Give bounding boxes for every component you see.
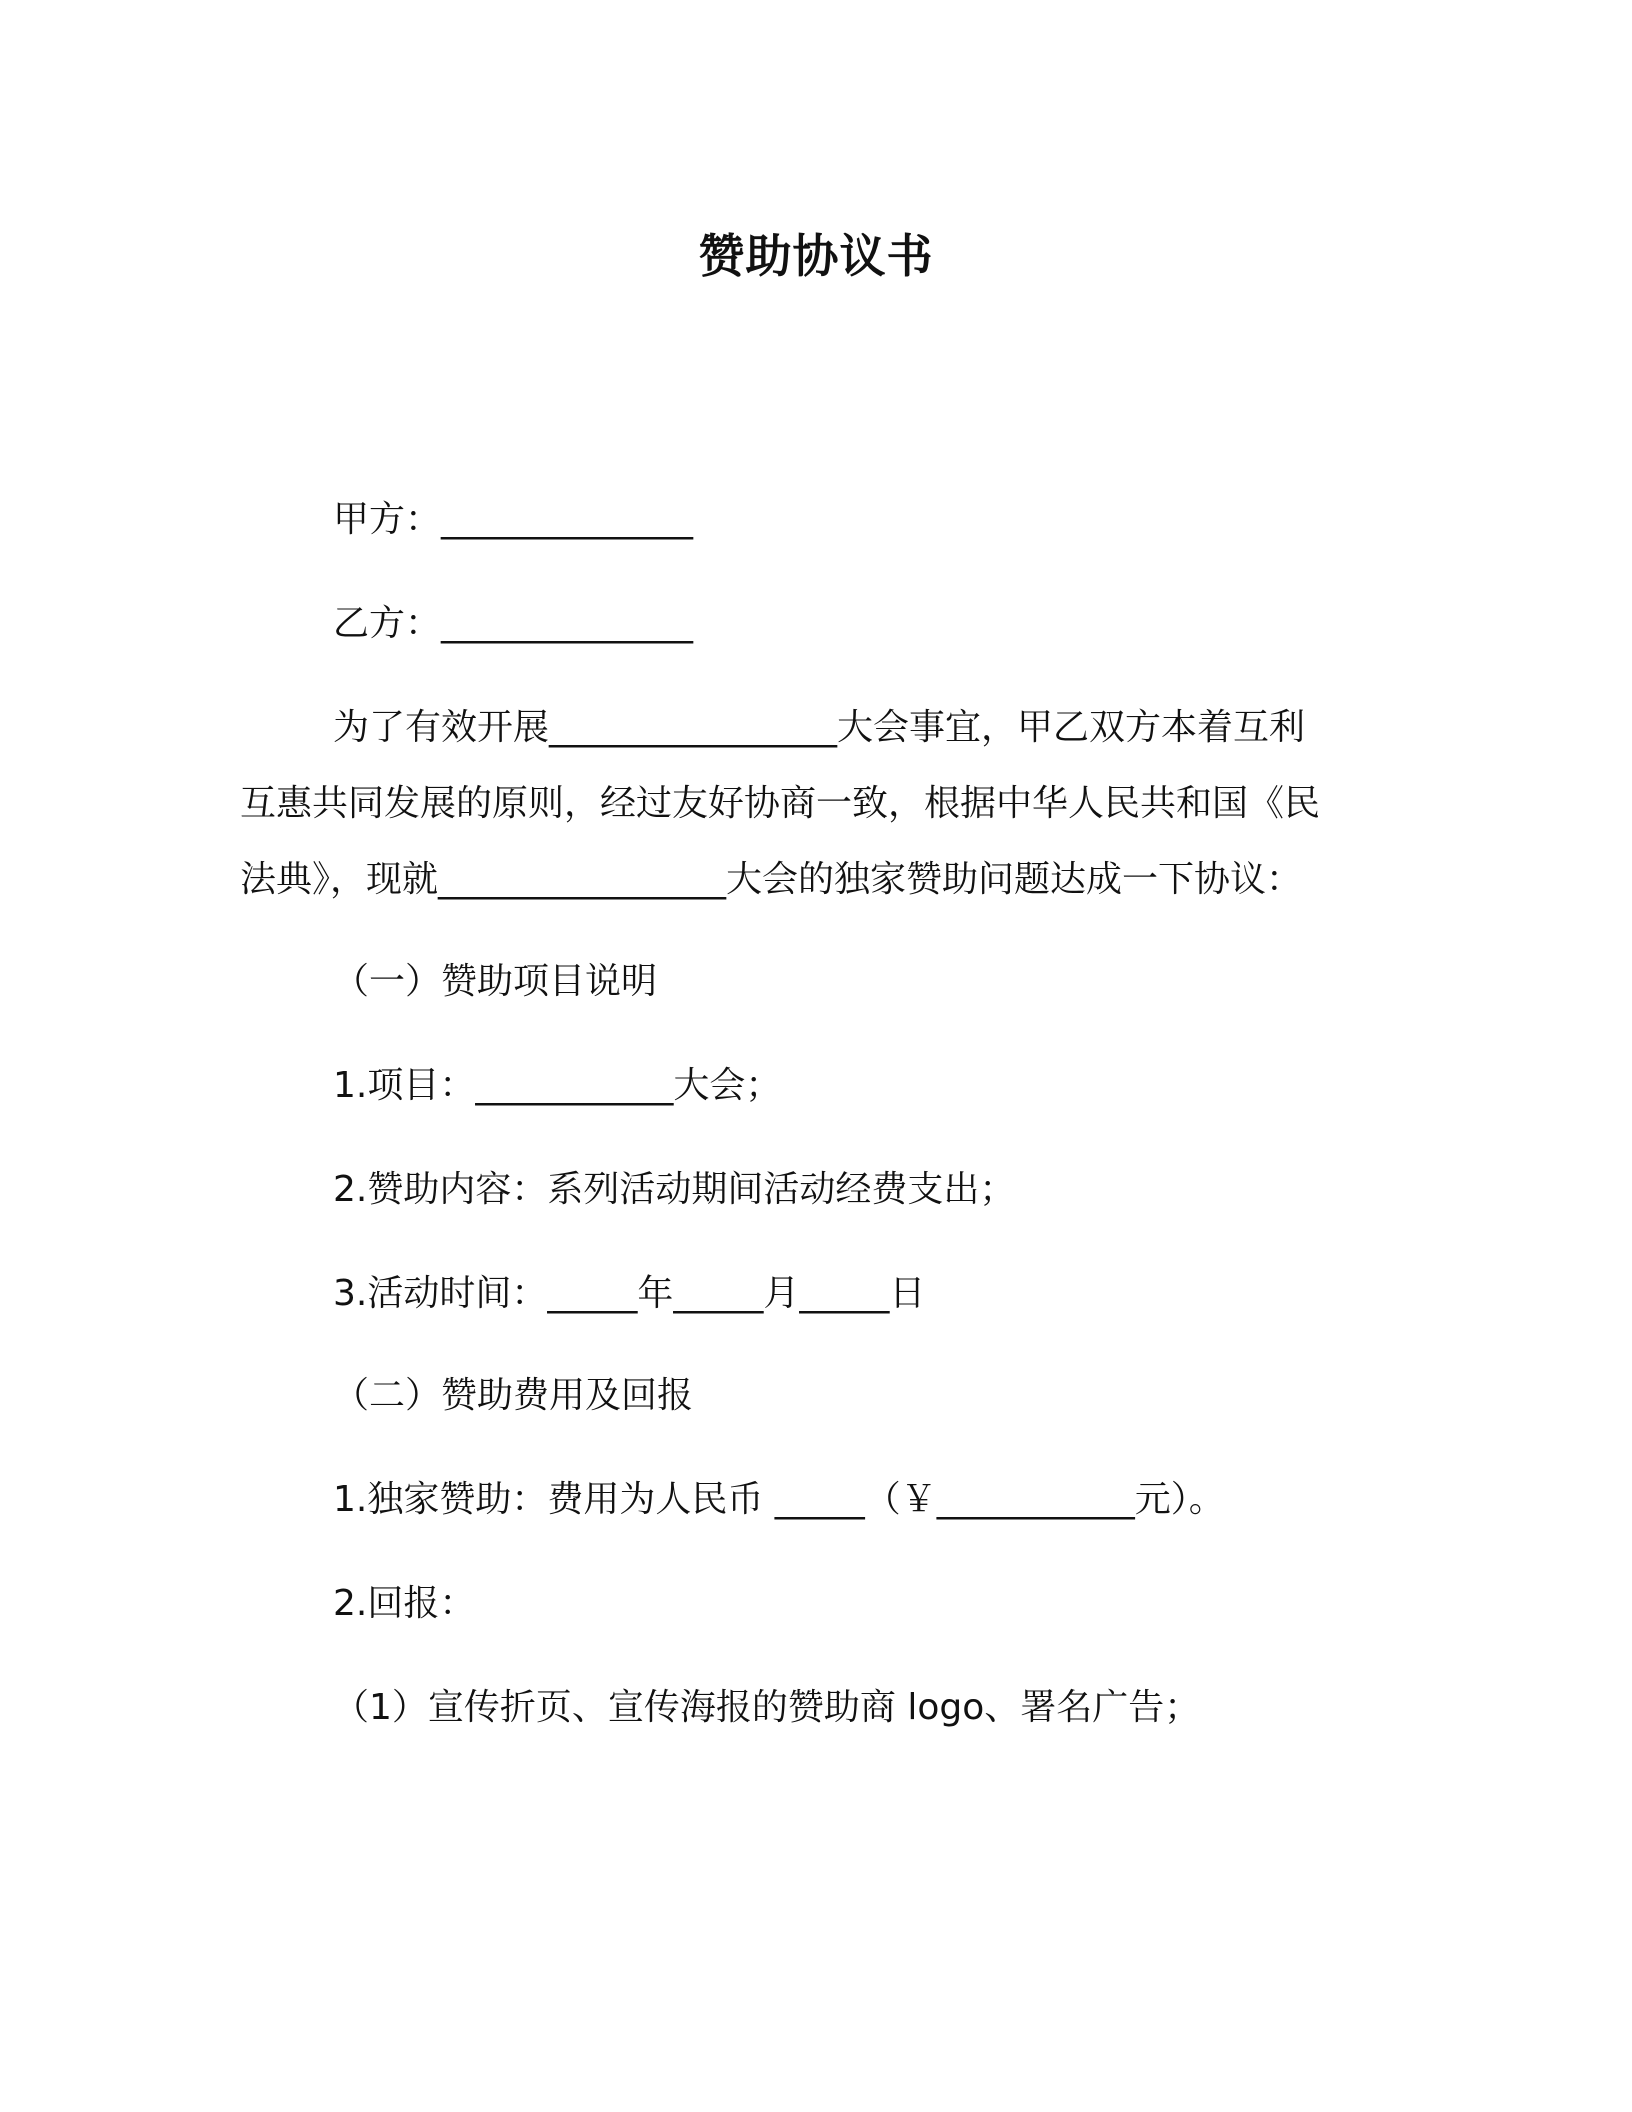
intro-line-3: 法典》，现就________________大会的独家赞助问题达成一下协议： [240,859,1303,900]
fee-item: 1.独家赞助：费用为人民币 _____（￥___________元）。 [333,1479,1225,1520]
intro-line-1: 为了有效开展________________大会事宜，甲乙双方本着互利 [333,707,1306,748]
item-3: 3.活动时间：_____年_____月_____日 [333,1273,926,1314]
intro-line-2: 互惠共同发展的原则，经过友好协商一致，根据中华人民共和国《民 [240,783,1321,824]
return-sub-item-1: （1）宣传折页、宣传海报的赞助商 logo、署名广告； [333,1687,1201,1728]
document-title: 赞助协议书 [698,229,934,283]
item-1: 1.项目：___________大会； [333,1065,782,1106]
party-a-line: 甲方：______________ [333,499,694,540]
return-item: 2.回报： [333,1583,476,1624]
section-2-heading: （二）赞助费用及回报 [333,1375,694,1416]
item-2: 2.赞助内容：系列活动期间活动经费支出； [333,1169,1016,1210]
party-b-line: 乙方：______________ [333,603,694,644]
section-1-heading: （一）赞助项目说明 [333,961,658,1002]
